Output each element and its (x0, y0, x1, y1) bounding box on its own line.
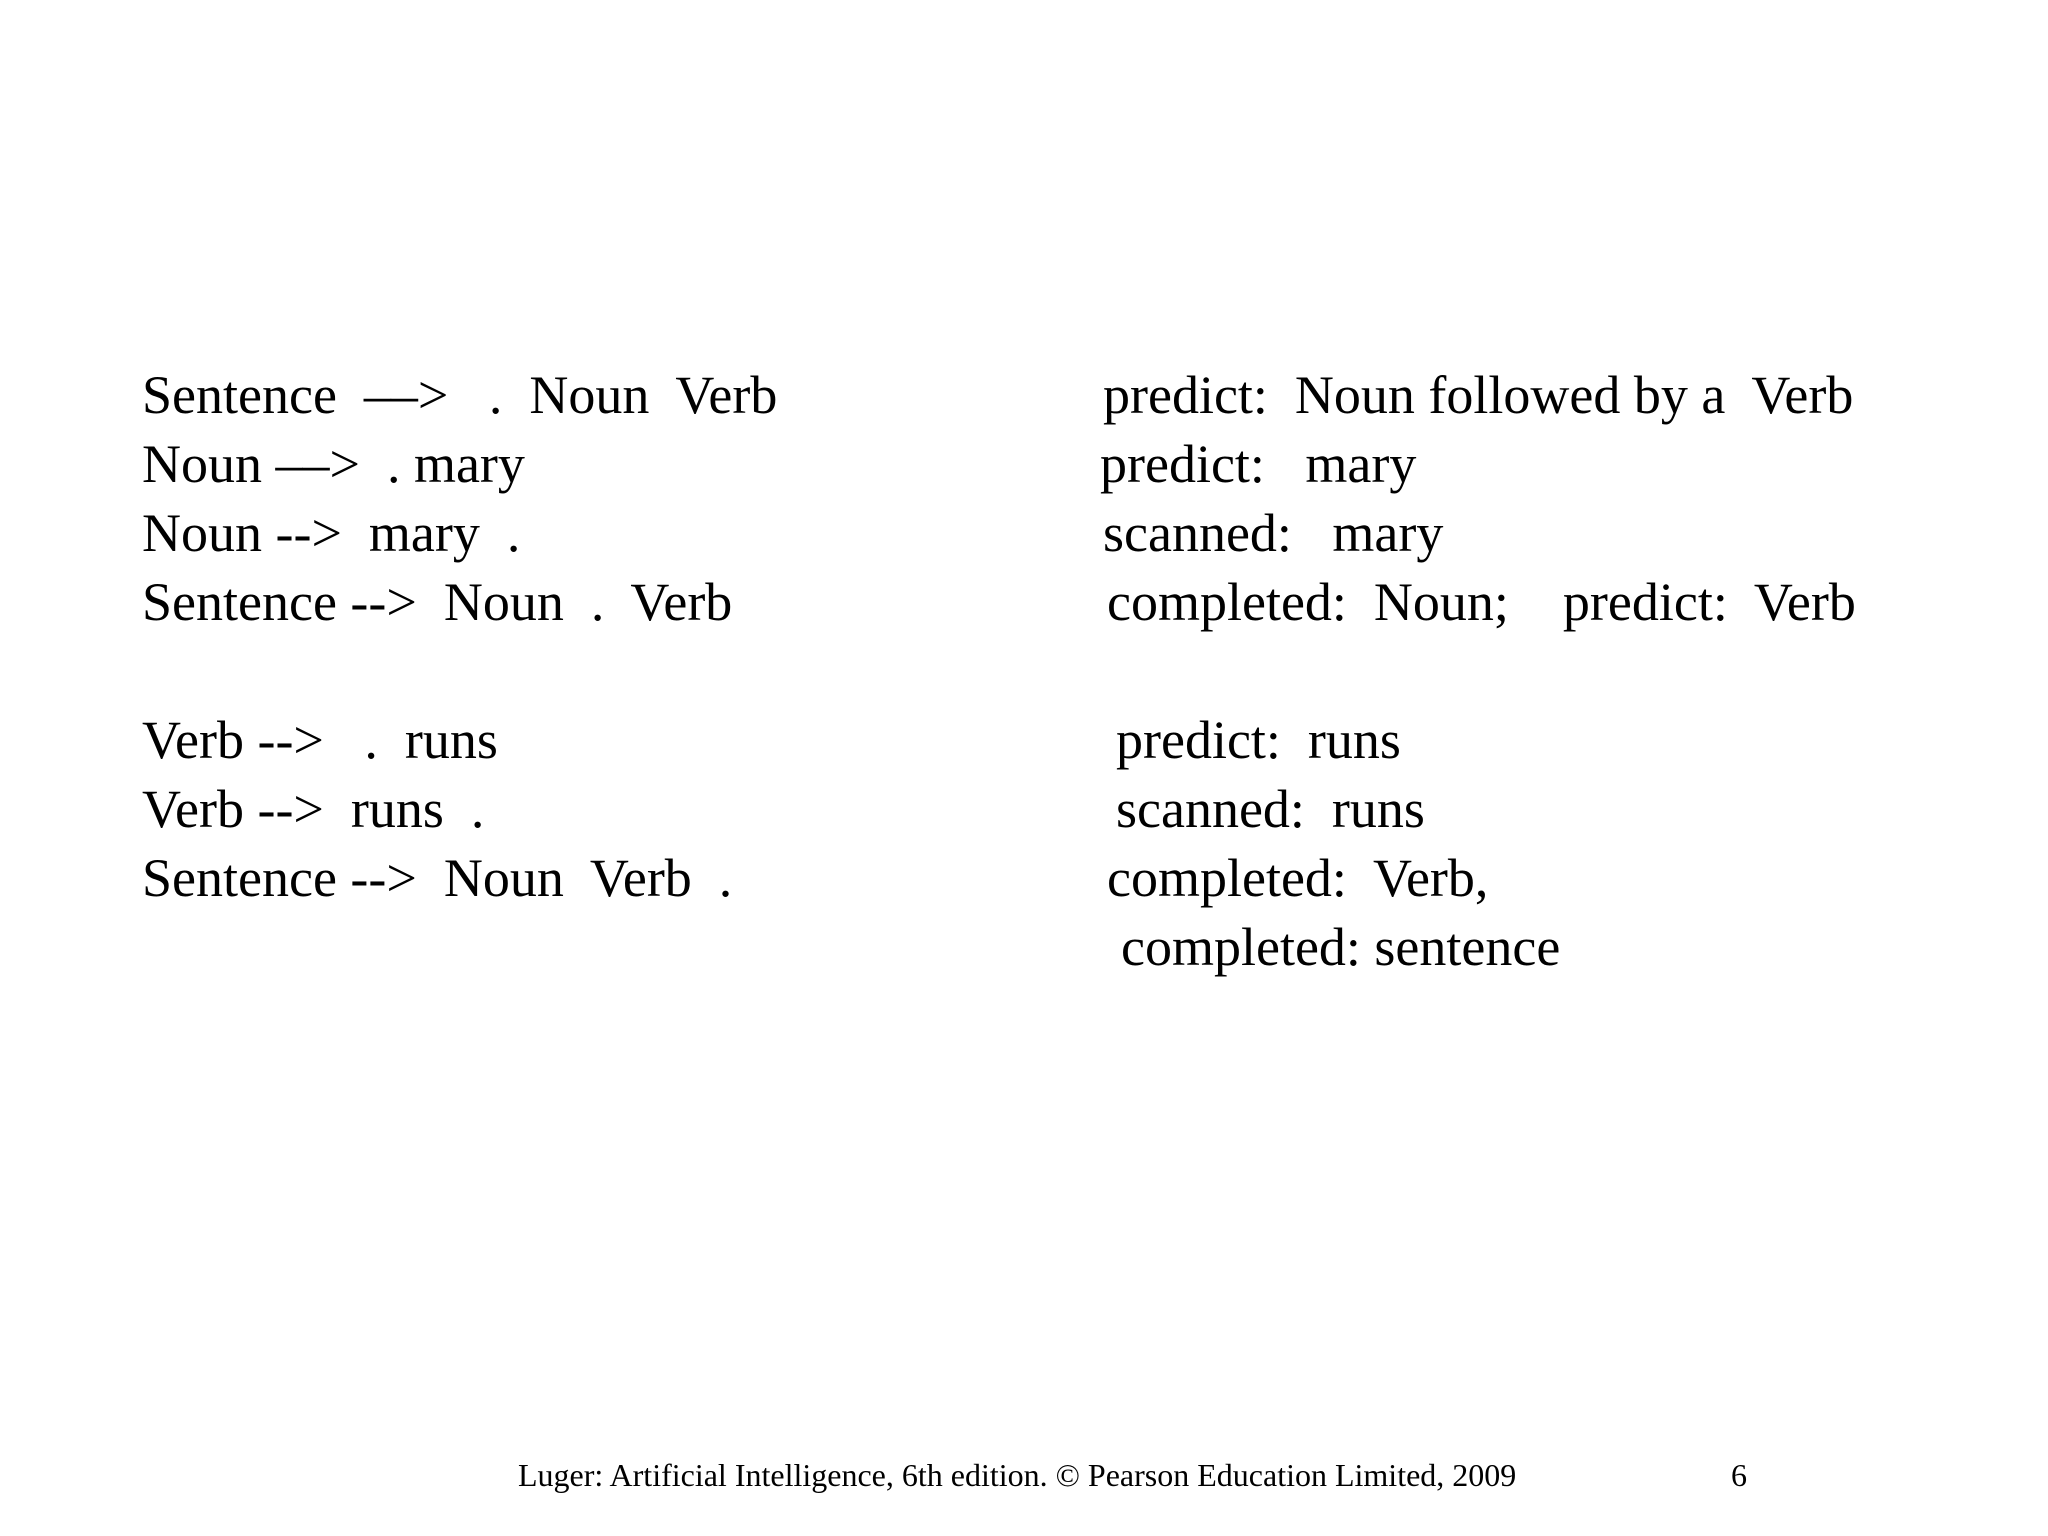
action-line-3: scanned: mary (1103, 503, 1444, 563)
action-line-1: predict: Noun followed by a Verb (1103, 365, 1854, 425)
rule-line-2: Noun ––> . mary (142, 434, 525, 494)
rule-line-1: Sentence ––> . Noun Verb (142, 365, 778, 425)
rule-line-3: Noun --> mary . (142, 503, 521, 563)
rule-line-6: Verb --> runs . (142, 779, 485, 839)
footer-citation: Luger: Artificial Intelligence, 6th edition. © Pearson Education Limited, 2009 (518, 1457, 1517, 1493)
action-line-7: completed: Verb, (1107, 848, 1489, 908)
rule-line-4: Sentence --> Noun . Verb (142, 572, 733, 632)
page-number: 6 (1731, 1457, 1747, 1493)
rule-line-5: Verb --> . runs (142, 710, 498, 770)
action-line-2: predict: mary (1100, 434, 1417, 494)
action-line-8: completed: sentence (1121, 917, 1561, 977)
action-line-4: completed: Noun; predict: Verb (1107, 572, 1856, 632)
rule-line-7: Sentence --> Noun Verb . (142, 848, 733, 908)
action-line-6: scanned: runs (1116, 779, 1425, 839)
action-line-5: predict: runs (1116, 710, 1401, 770)
